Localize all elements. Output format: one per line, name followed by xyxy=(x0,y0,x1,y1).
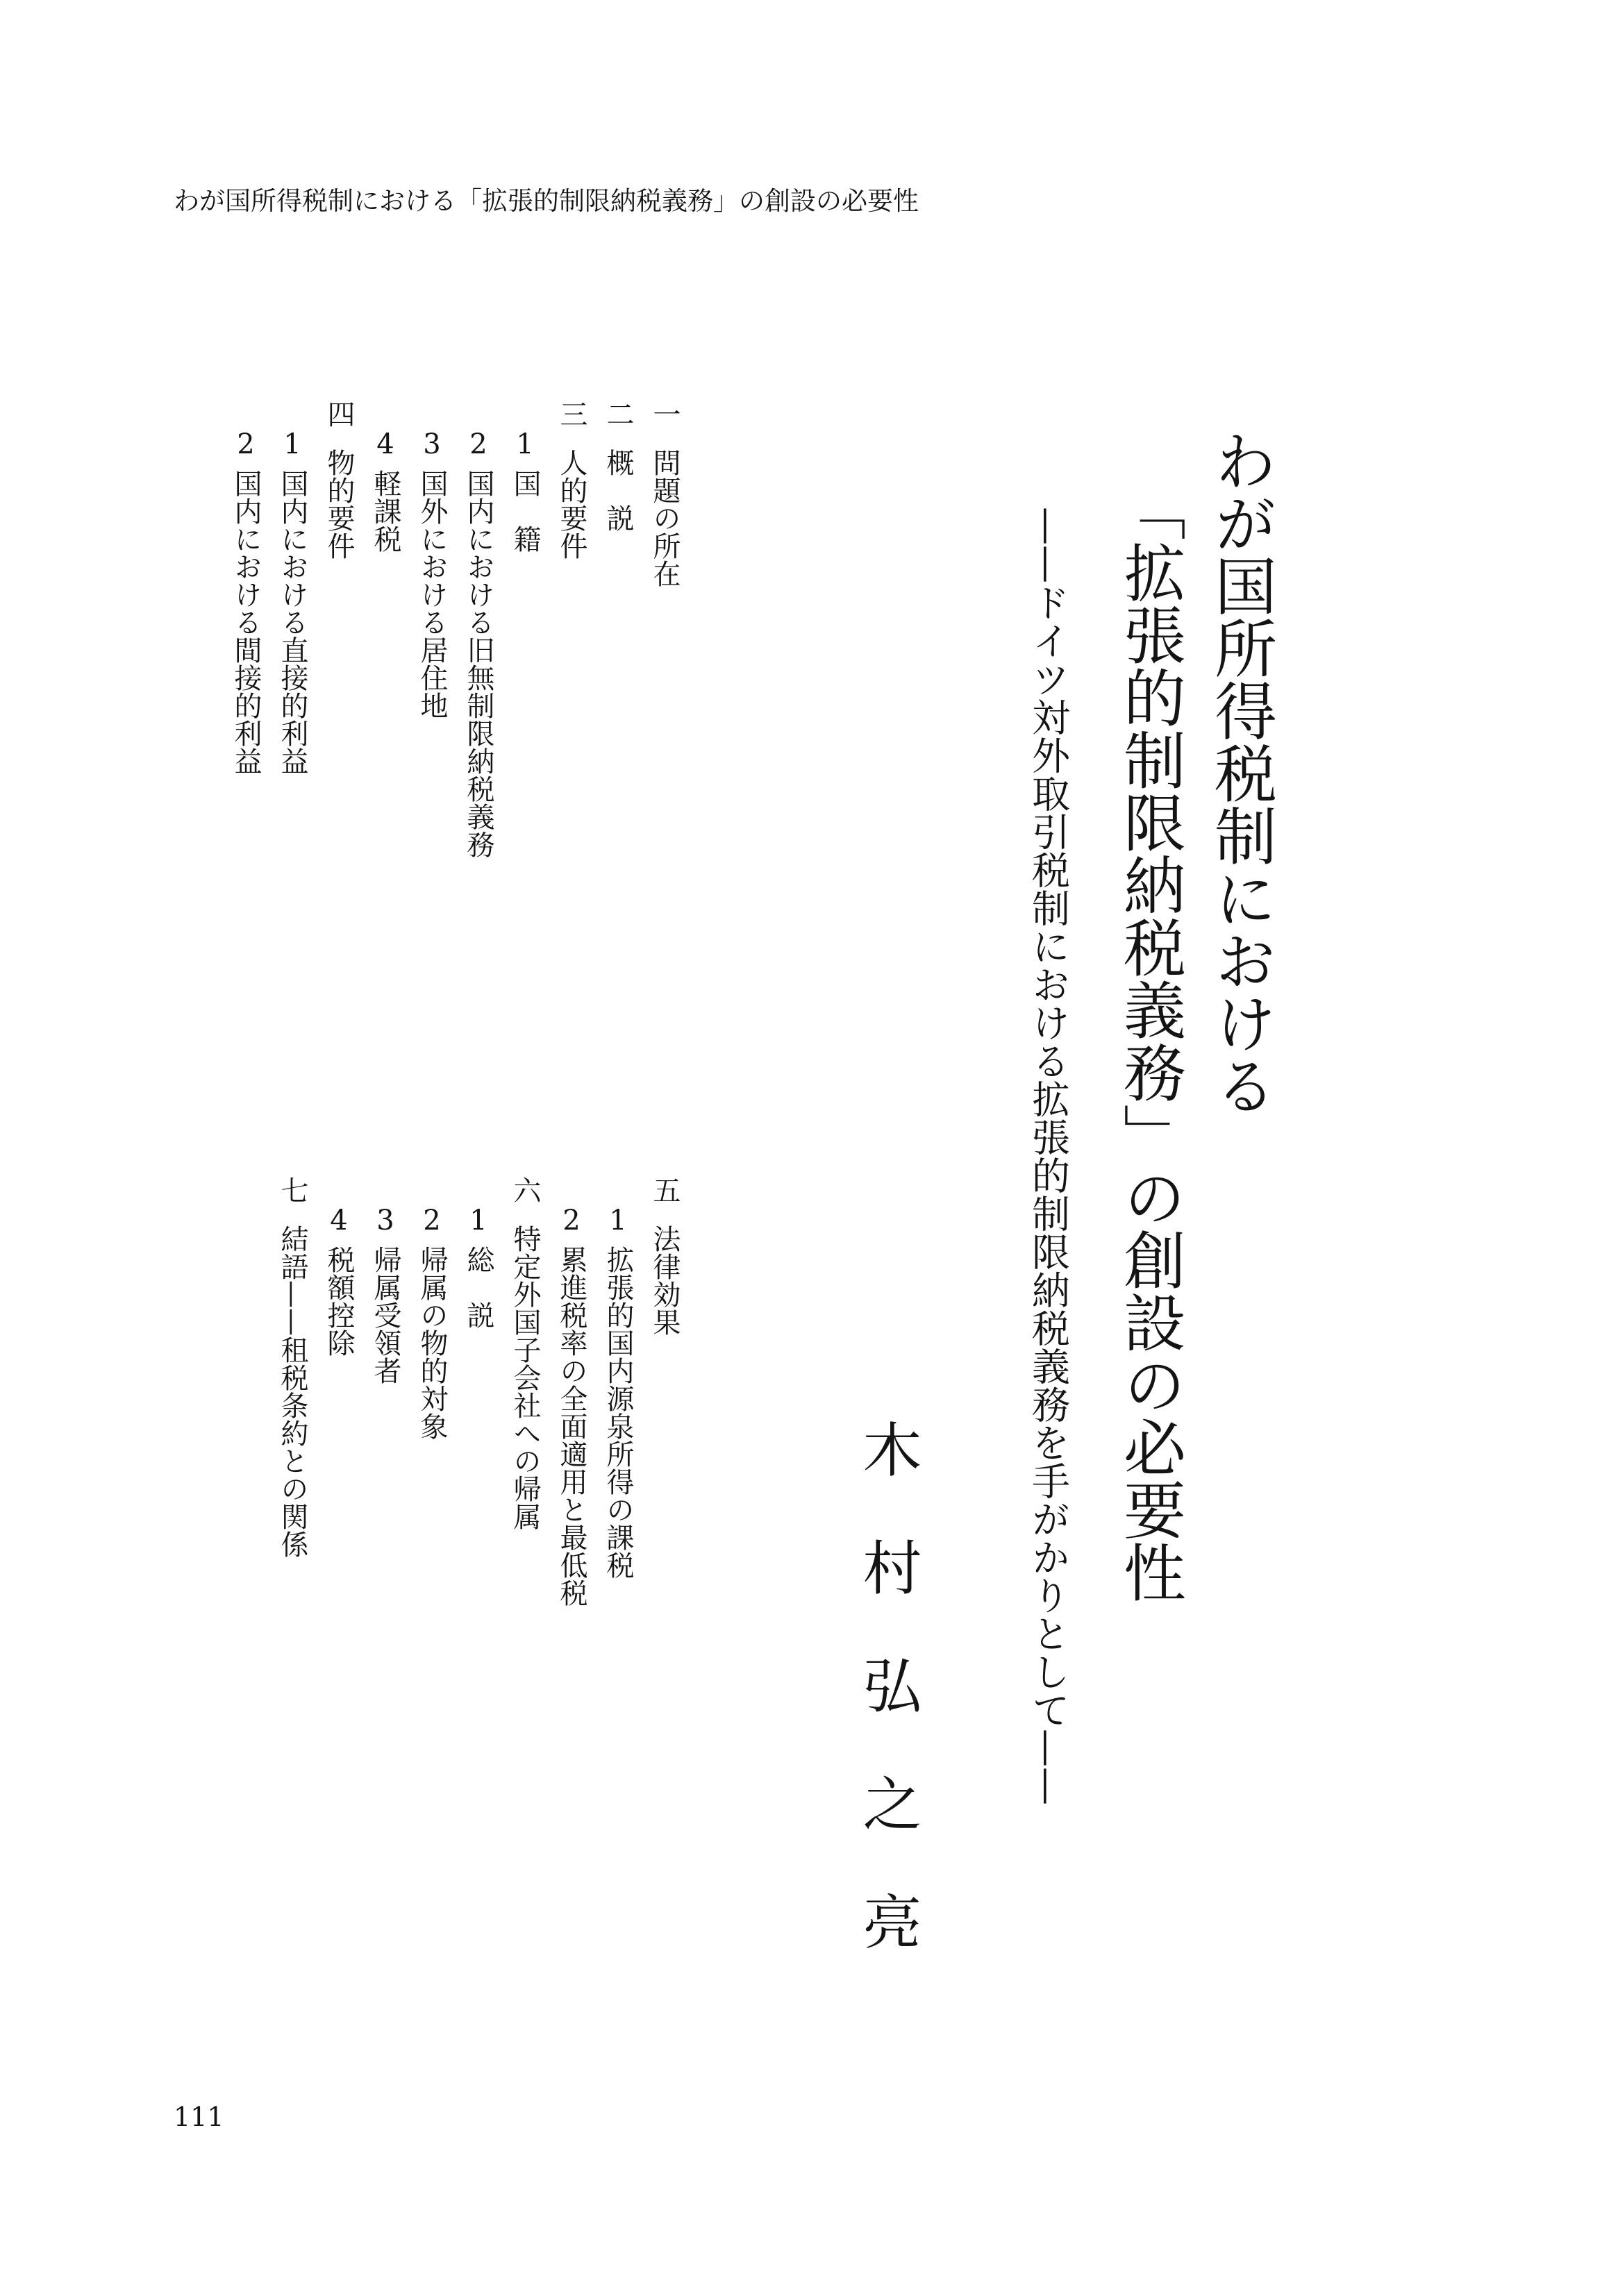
toc-section-number: 五 xyxy=(649,1176,681,1204)
toc-section xyxy=(325,400,353,560)
toc-section-title: 人的要件 xyxy=(556,449,587,560)
toc-subsection xyxy=(232,430,260,775)
toc-section xyxy=(511,1176,539,1530)
toc-subsection-title: 国 籍 xyxy=(509,469,541,553)
toc-section-title: 問題の所在 xyxy=(649,449,681,587)
toc-subsection-number: 1 xyxy=(283,430,301,458)
toc-subsection-title: 国外における居住地 xyxy=(416,469,448,719)
toc-subsection-number: 1 xyxy=(516,430,534,458)
toc-section xyxy=(649,400,681,587)
toc-subsection-number: 4 xyxy=(330,1207,348,1234)
running-header: わが国所得税制における「拡張的制限納税義務」の創設の必要性 xyxy=(174,186,919,216)
toc-section-number: 二 xyxy=(602,400,634,428)
toc-section-number: 六 xyxy=(509,1176,541,1204)
toc-subsection-title: 帰属の物的対象 xyxy=(416,1246,448,1440)
toc-section-title: 結語——租税条約との関係 xyxy=(276,1225,308,1558)
toc-subsection-number: 2 xyxy=(562,1207,581,1234)
article-title-line-2: 「拡張的制限納税義務」の創設の必要性 xyxy=(1112,478,1185,1603)
toc-subsection-title: 国内における旧無制限納税義務 xyxy=(462,469,494,858)
toc-section-title: 特定外国子会社への帰属 xyxy=(509,1225,541,1530)
toc-section-number: 七 xyxy=(276,1176,308,1204)
toc-subsection xyxy=(369,1207,401,1384)
toc-subsection-title: 総 説 xyxy=(462,1246,494,1329)
toc-subsection-title: 帰属受領者 xyxy=(369,1246,401,1384)
toc-subsection-title: 拡張的国内源泉所得の課税 xyxy=(602,1246,634,1579)
toc-subsection xyxy=(418,1207,446,1440)
toc-subsection-number: 3 xyxy=(423,430,441,458)
toc-subsection-number: 1 xyxy=(609,1207,627,1234)
toc-subsection-number: 3 xyxy=(376,1207,394,1234)
toc-subsection xyxy=(325,1207,353,1357)
toc-subsection-number: 4 xyxy=(376,430,394,458)
toc-subsection-title: 軽課税 xyxy=(369,469,401,553)
toc-subsection-number: 2 xyxy=(469,430,487,458)
toc-section-number: 一 xyxy=(649,400,681,428)
toc-section-number: 四 xyxy=(323,400,355,428)
toc-subsection-number: 1 xyxy=(469,1207,487,1234)
page-number: 111 xyxy=(174,2102,224,2132)
toc-section-number: 三 xyxy=(556,400,587,428)
toc-section xyxy=(649,1176,681,1336)
toc-section-title: 物的要件 xyxy=(323,449,355,560)
article-title-line-1: わが国所得税制における xyxy=(1203,429,1276,1116)
toc-subsection xyxy=(511,430,539,553)
toc-subsection xyxy=(418,430,446,719)
toc-subsection-title: 累進税率の全面適用と最低税 xyxy=(556,1246,587,1607)
toc-section xyxy=(278,1176,306,1558)
toc-subsection xyxy=(278,430,306,775)
toc-subsection xyxy=(558,1207,585,1607)
toc-subsection-number: 2 xyxy=(237,430,255,458)
article-subtitle: ——ドイツ対外取引税制における拡張的制限納税義務を手がかりとして—— xyxy=(1026,507,1070,1805)
toc-subsection xyxy=(369,430,401,553)
toc-subsection xyxy=(462,1207,494,1329)
author-name: 木村弘之亮 xyxy=(853,1419,921,2009)
toc-section xyxy=(604,400,632,532)
toc-subsection-number: 2 xyxy=(423,1207,441,1234)
toc-section-title: 概 説 xyxy=(602,449,634,532)
toc-subsection-title: 国内における直接的利益 xyxy=(276,469,308,775)
toc-subsection-title: 税額控除 xyxy=(323,1246,355,1357)
toc-subsection xyxy=(462,430,494,858)
toc-section-title: 法律効果 xyxy=(649,1225,681,1336)
toc-subsection-title: 国内における間接的利益 xyxy=(230,469,262,775)
toc-section xyxy=(558,400,585,560)
toc-subsection xyxy=(604,1207,632,1579)
